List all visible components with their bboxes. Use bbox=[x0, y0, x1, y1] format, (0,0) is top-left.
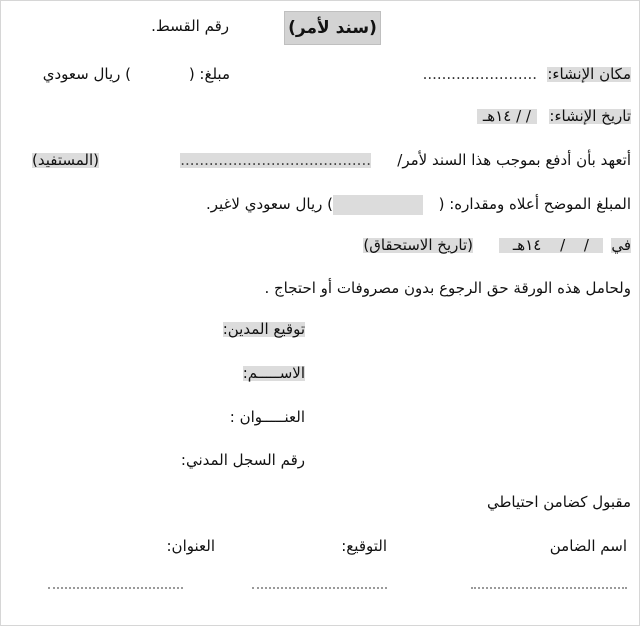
due-prefix: في bbox=[611, 236, 631, 254]
guarantor-signature-dotted-line bbox=[252, 587, 387, 589]
place-of-issue-label: مكان الإنشاء: bbox=[547, 65, 631, 83]
place-of-issue-dots: ........................ bbox=[422, 65, 537, 83]
issue-date-value: / / ١٤هـ bbox=[477, 109, 537, 124]
holder-right-text: ولحامل هذه الورقة حق الرجوع بدون مصروفات أو احتجاج . bbox=[264, 279, 631, 297]
amount-top-label: مبلغ: ( bbox=[188, 65, 230, 83]
guarantor-name-dotted-line bbox=[471, 587, 627, 589]
due-date-label: (تاريخ الاستحقاق) bbox=[363, 236, 473, 254]
amount-line-label: المبلغ الموضح أعلاه ومقداره: ( bbox=[438, 195, 631, 213]
debtor-signature-label: توقيع المدين: bbox=[222, 320, 305, 338]
installment-number-label: رقم القسط. bbox=[151, 17, 229, 35]
guarantor-address-dotted-line bbox=[48, 587, 183, 589]
promise-text: أتعهد بأن أدفع بموجب هذا السند لأمر/ bbox=[397, 151, 631, 169]
amount-line-currency: ) ريال سعودي لاغير. bbox=[206, 195, 333, 213]
debtor-civil-registry-label: رقم السجل المدني: bbox=[180, 451, 305, 469]
document-title: (سند لأمر) bbox=[284, 11, 381, 45]
guarantor-name-label: اسم الضامن bbox=[549, 537, 627, 555]
issue-date-label: تاريخ الإنشاء: bbox=[549, 107, 631, 125]
promise-dots: ........................................ bbox=[180, 151, 371, 169]
guarantor-signature-label: التوقيع: bbox=[341, 537, 387, 555]
amount-top-currency: ) ريال سعودي bbox=[42, 65, 131, 83]
due-date-value: / / ١٤هـ bbox=[499, 238, 603, 253]
debtor-name-label: الاســـــم: bbox=[242, 364, 305, 382]
amount-line-field bbox=[333, 195, 423, 215]
beneficiary-label: (المستفيد) bbox=[31, 151, 99, 169]
guarantee-accepted-text: مقبول كضامن احتياطي bbox=[486, 493, 631, 511]
debtor-address-label: العنـــــوان : bbox=[229, 408, 305, 426]
guarantor-address-label: العنوان: bbox=[166, 537, 215, 555]
